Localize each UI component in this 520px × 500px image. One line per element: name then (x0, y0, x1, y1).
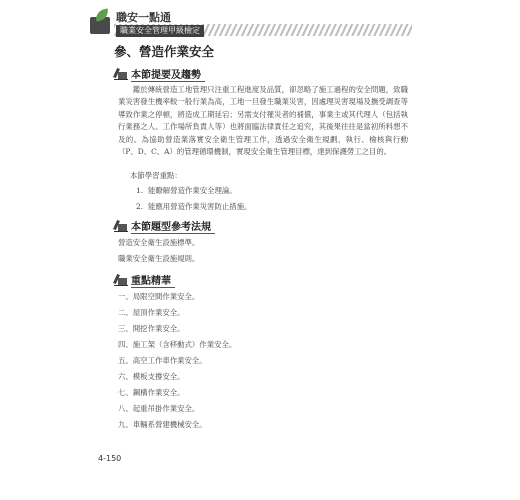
summary-heading: 本節提要及趨勢 (114, 66, 205, 81)
note-pencil-icon (114, 220, 128, 232)
page-number: 4-150 (98, 454, 122, 463)
law-item: 營造安全衛生設施標準。 (118, 238, 200, 247)
law-item: 職業安全衛生設施規則。 (118, 254, 200, 263)
highlight-item: 七、鋼構作業安全。 (118, 388, 185, 397)
book-title: 職安一點通 (116, 11, 171, 24)
highlight-item: 一、局限空間作業安全。 (118, 292, 200, 301)
learning-point: 1. 能瞭解營造作業安全理論。 (136, 186, 237, 195)
learning-points-label: 本節學習重點： (130, 171, 182, 180)
learning-point: 2. 能應用營造作業災害防止措施。 (136, 202, 252, 211)
highlight-item: 八、起重吊掛作業安全。 (118, 404, 200, 413)
highlight-item: 四、施工架（含移動式）作業安全。 (118, 340, 237, 349)
running-header (88, 8, 412, 38)
highlight-item: 二、屋頂作業安全。 (118, 308, 185, 317)
highlight-item: 五、高空工作車作業安全。 (118, 356, 207, 365)
summary-paragraph: 鑑於傳統營造工地管理只注重工程進度及品質，卻忽略了施工過程的安全問題，致職業災害發生機率較一般行業為高，工地一旦發生職業災害，因處理災害現場及撫受調查等導致作業之停頓，將造成工期延宕；另需支付罹災者的補償，事業主或其代理人（包括執行業務之人、工作場所負責人等）也將面臨法律責任之追究，其後果往往是當初所料想不及的。為協助營造業落實安全衛生管理工作，透過安全衛生規劃、執行、檢核與行動（P、D、C、A）的管理循環機制，實現安全衛生管理目標，達到保護勞工之目的。 (118, 85, 408, 157)
highlights-heading: 重點精華 (114, 272, 175, 287)
section-title: 參、營造作業安全 (114, 44, 215, 59)
note-pencil-icon (114, 68, 128, 80)
laws-heading: 本節題型參考法規 (114, 218, 215, 233)
highlight-item: 三、開挖作業安全。 (118, 324, 185, 333)
book-logo-icon (88, 10, 114, 36)
highlight-item: 六、模板支撐安全。 (118, 372, 185, 381)
note-pencil-icon (114, 274, 128, 286)
highlight-item: 九、車輛系營建機械安全。 (118, 420, 207, 429)
book-subtitle: 職業安全管理甲級檢定 (116, 25, 204, 37)
